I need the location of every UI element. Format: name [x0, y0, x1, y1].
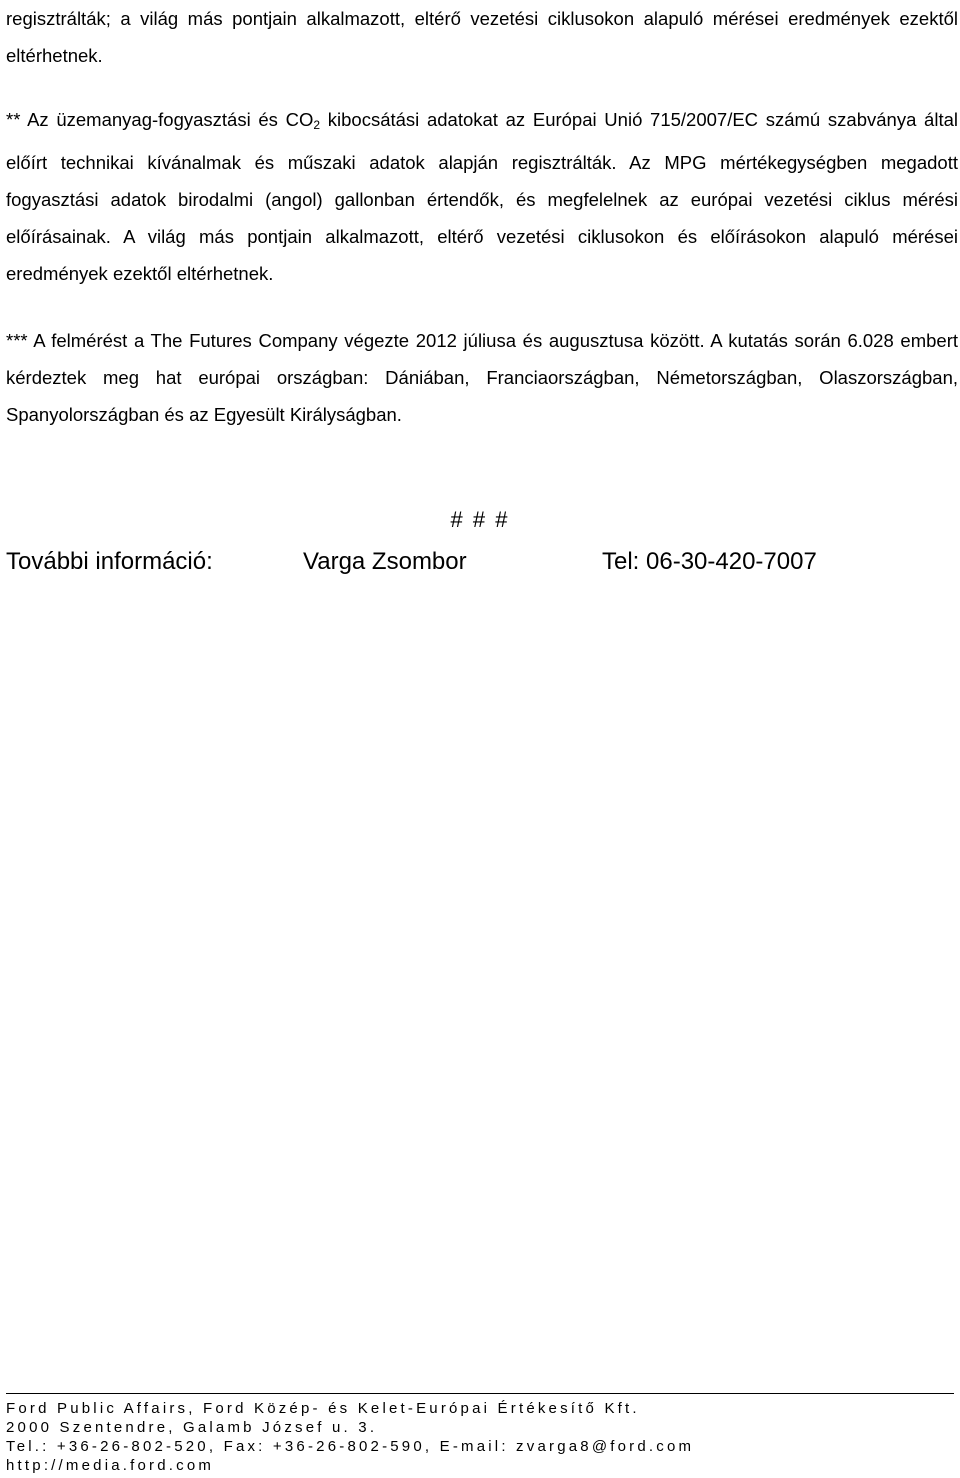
footer-company: Ford Public Affairs, Ford Közép- és Kelet-Európai Értékesítő Kft. [6, 1400, 640, 1417]
contact-name: Varga Zsombor [303, 548, 467, 575]
footer-divider [6, 1393, 954, 1394]
co2-subscript: 2 [313, 118, 321, 132]
co2-text-before: ** Az üzemanyag-fogyasztási és CO [6, 109, 314, 130]
paragraph-co2-footnote [6, 101, 958, 292]
footer-contact-numbers: Tel.: +36-26-802-520, Fax: +36-26-802-590, E-mail: zvarga8@ford.com [6, 1438, 695, 1455]
contact-label: További információ: [6, 548, 213, 575]
paragraph-eu-cycle-note: regisztrálták; a világ más pontjain alkalmazott, eltérő vezetési ciklusokon alapuló mérései eredmények ezektől eltérhetnek. [6, 8, 958, 66]
footer-address: 2000 Szentendre, Galamb József u. 3. [6, 1419, 378, 1436]
contact-phone: Tel: 06-30-420-7007 [602, 548, 817, 575]
paragraph-survey-footnote: *** A felmérést a The Futures Company végezte 2012 júliusa és augusztusa között. A kutatás során 6.028 embert kérdeztek meg hat európai országban: Dániában, Franciaországban, Németországban, Olaszországban, Spanyolországban és az Egyesült Királyságban. [6, 330, 958, 425]
co2-text-after: kibocsátási adatokat az Európai Unió 715/2007/EC számú szabványa által előírt technikai kívánalmak és műszaki adatok alapján regisztrálták. Az MPG mértékegységben megadott fogyasztási adatok birodalmi (angol) gallonban értendők, és megfelelnek az európai vezetési ciklus mérési előírásainak. A világ más pontjain alkalmazott, eltérő vezetési ciklusokon és előírásokon alapuló mérései eredmények ezektől eltérhetnek. [6, 109, 958, 284]
end-mark: # # # [450, 507, 510, 532]
footer-website-link[interactable]: http://media.ford.com [6, 1457, 215, 1474]
